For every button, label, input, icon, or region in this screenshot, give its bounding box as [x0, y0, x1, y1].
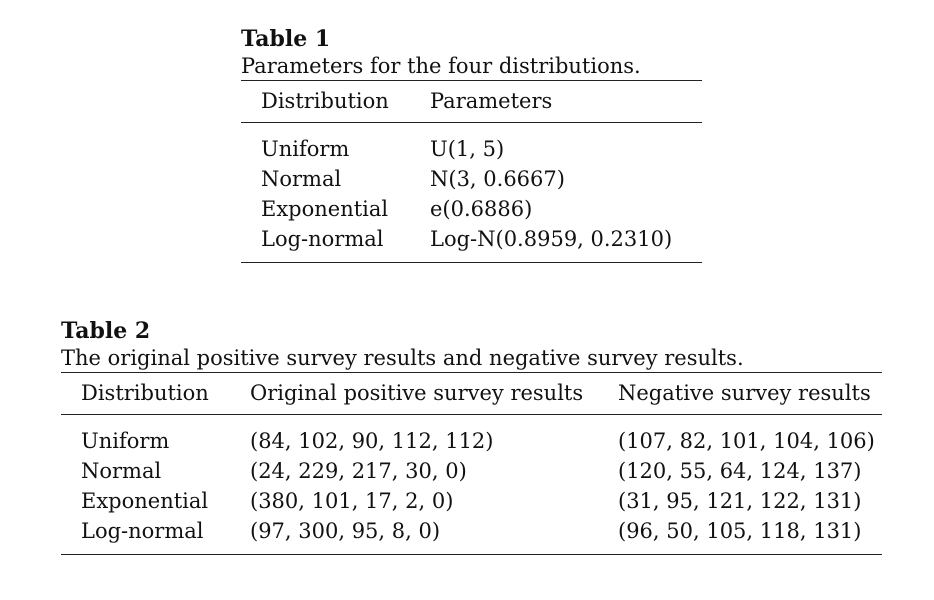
- table-row: [241, 224, 702, 263]
- table-1-header-distribution: Distribution: [241, 81, 430, 123]
- table-2-header-distribution: Distribution: [61, 373, 250, 415]
- table-cell: U(1, 5): [430, 137, 505, 161]
- table-cell: Log-N(0.8959, 0.2310): [430, 227, 673, 251]
- table-row: [61, 456, 882, 486]
- table-2-header-positive: Original positive survey results: [250, 373, 618, 415]
- table-cell: (31, 95, 121, 122, 131): [618, 489, 862, 513]
- table-1: [241, 26, 702, 263]
- table-cell: (120, 55, 64, 124, 137): [618, 459, 862, 483]
- table-cell: Exponential: [81, 489, 209, 513]
- table-cell: Log-normal: [81, 519, 204, 543]
- table-cell: (97, 300, 95, 8, 0): [250, 519, 441, 543]
- table-cell: Log-normal: [261, 227, 384, 251]
- table-cell: (380, 101, 17, 2, 0): [250, 489, 454, 513]
- table-cell: Uniform: [81, 429, 170, 453]
- table-2-label: Table 2: [61, 318, 151, 344]
- table-2-header-negative: Negative survey results: [618, 373, 882, 415]
- table-2: [61, 318, 882, 555]
- table-row: [241, 194, 702, 224]
- table-row: [61, 486, 882, 516]
- table-cell: (84, 102, 90, 112, 112): [250, 429, 494, 453]
- table-row: [61, 415, 882, 457]
- table-1-header-row: [241, 81, 702, 123]
- table-row: [241, 123, 702, 165]
- table-cell: e(0.6886): [430, 197, 533, 221]
- table-cell: Exponential: [261, 197, 389, 221]
- table-cell: N(3, 0.6667): [430, 167, 565, 191]
- table-cell: Normal: [81, 459, 162, 483]
- table-1-header-parameters: Parameters: [430, 81, 702, 123]
- table-cell: Uniform: [261, 137, 350, 161]
- table-1-grid: [241, 80, 702, 263]
- table-row: [241, 164, 702, 194]
- table-cell: Normal: [261, 167, 342, 191]
- table-1-label: Table 1: [241, 26, 331, 52]
- table-2-caption: The original positive survey results and negative survey results.: [61, 346, 744, 370]
- table-cell: (96, 50, 105, 118, 131): [618, 519, 862, 543]
- table-cell: (107, 82, 101, 104, 106): [618, 429, 875, 453]
- table-cell: (24, 229, 217, 30, 0): [250, 459, 467, 483]
- table-2-grid: [61, 372, 882, 555]
- table-row: [61, 516, 882, 555]
- table-2-header-row: [61, 373, 882, 415]
- table-1-caption: Parameters for the four distributions.: [241, 54, 641, 78]
